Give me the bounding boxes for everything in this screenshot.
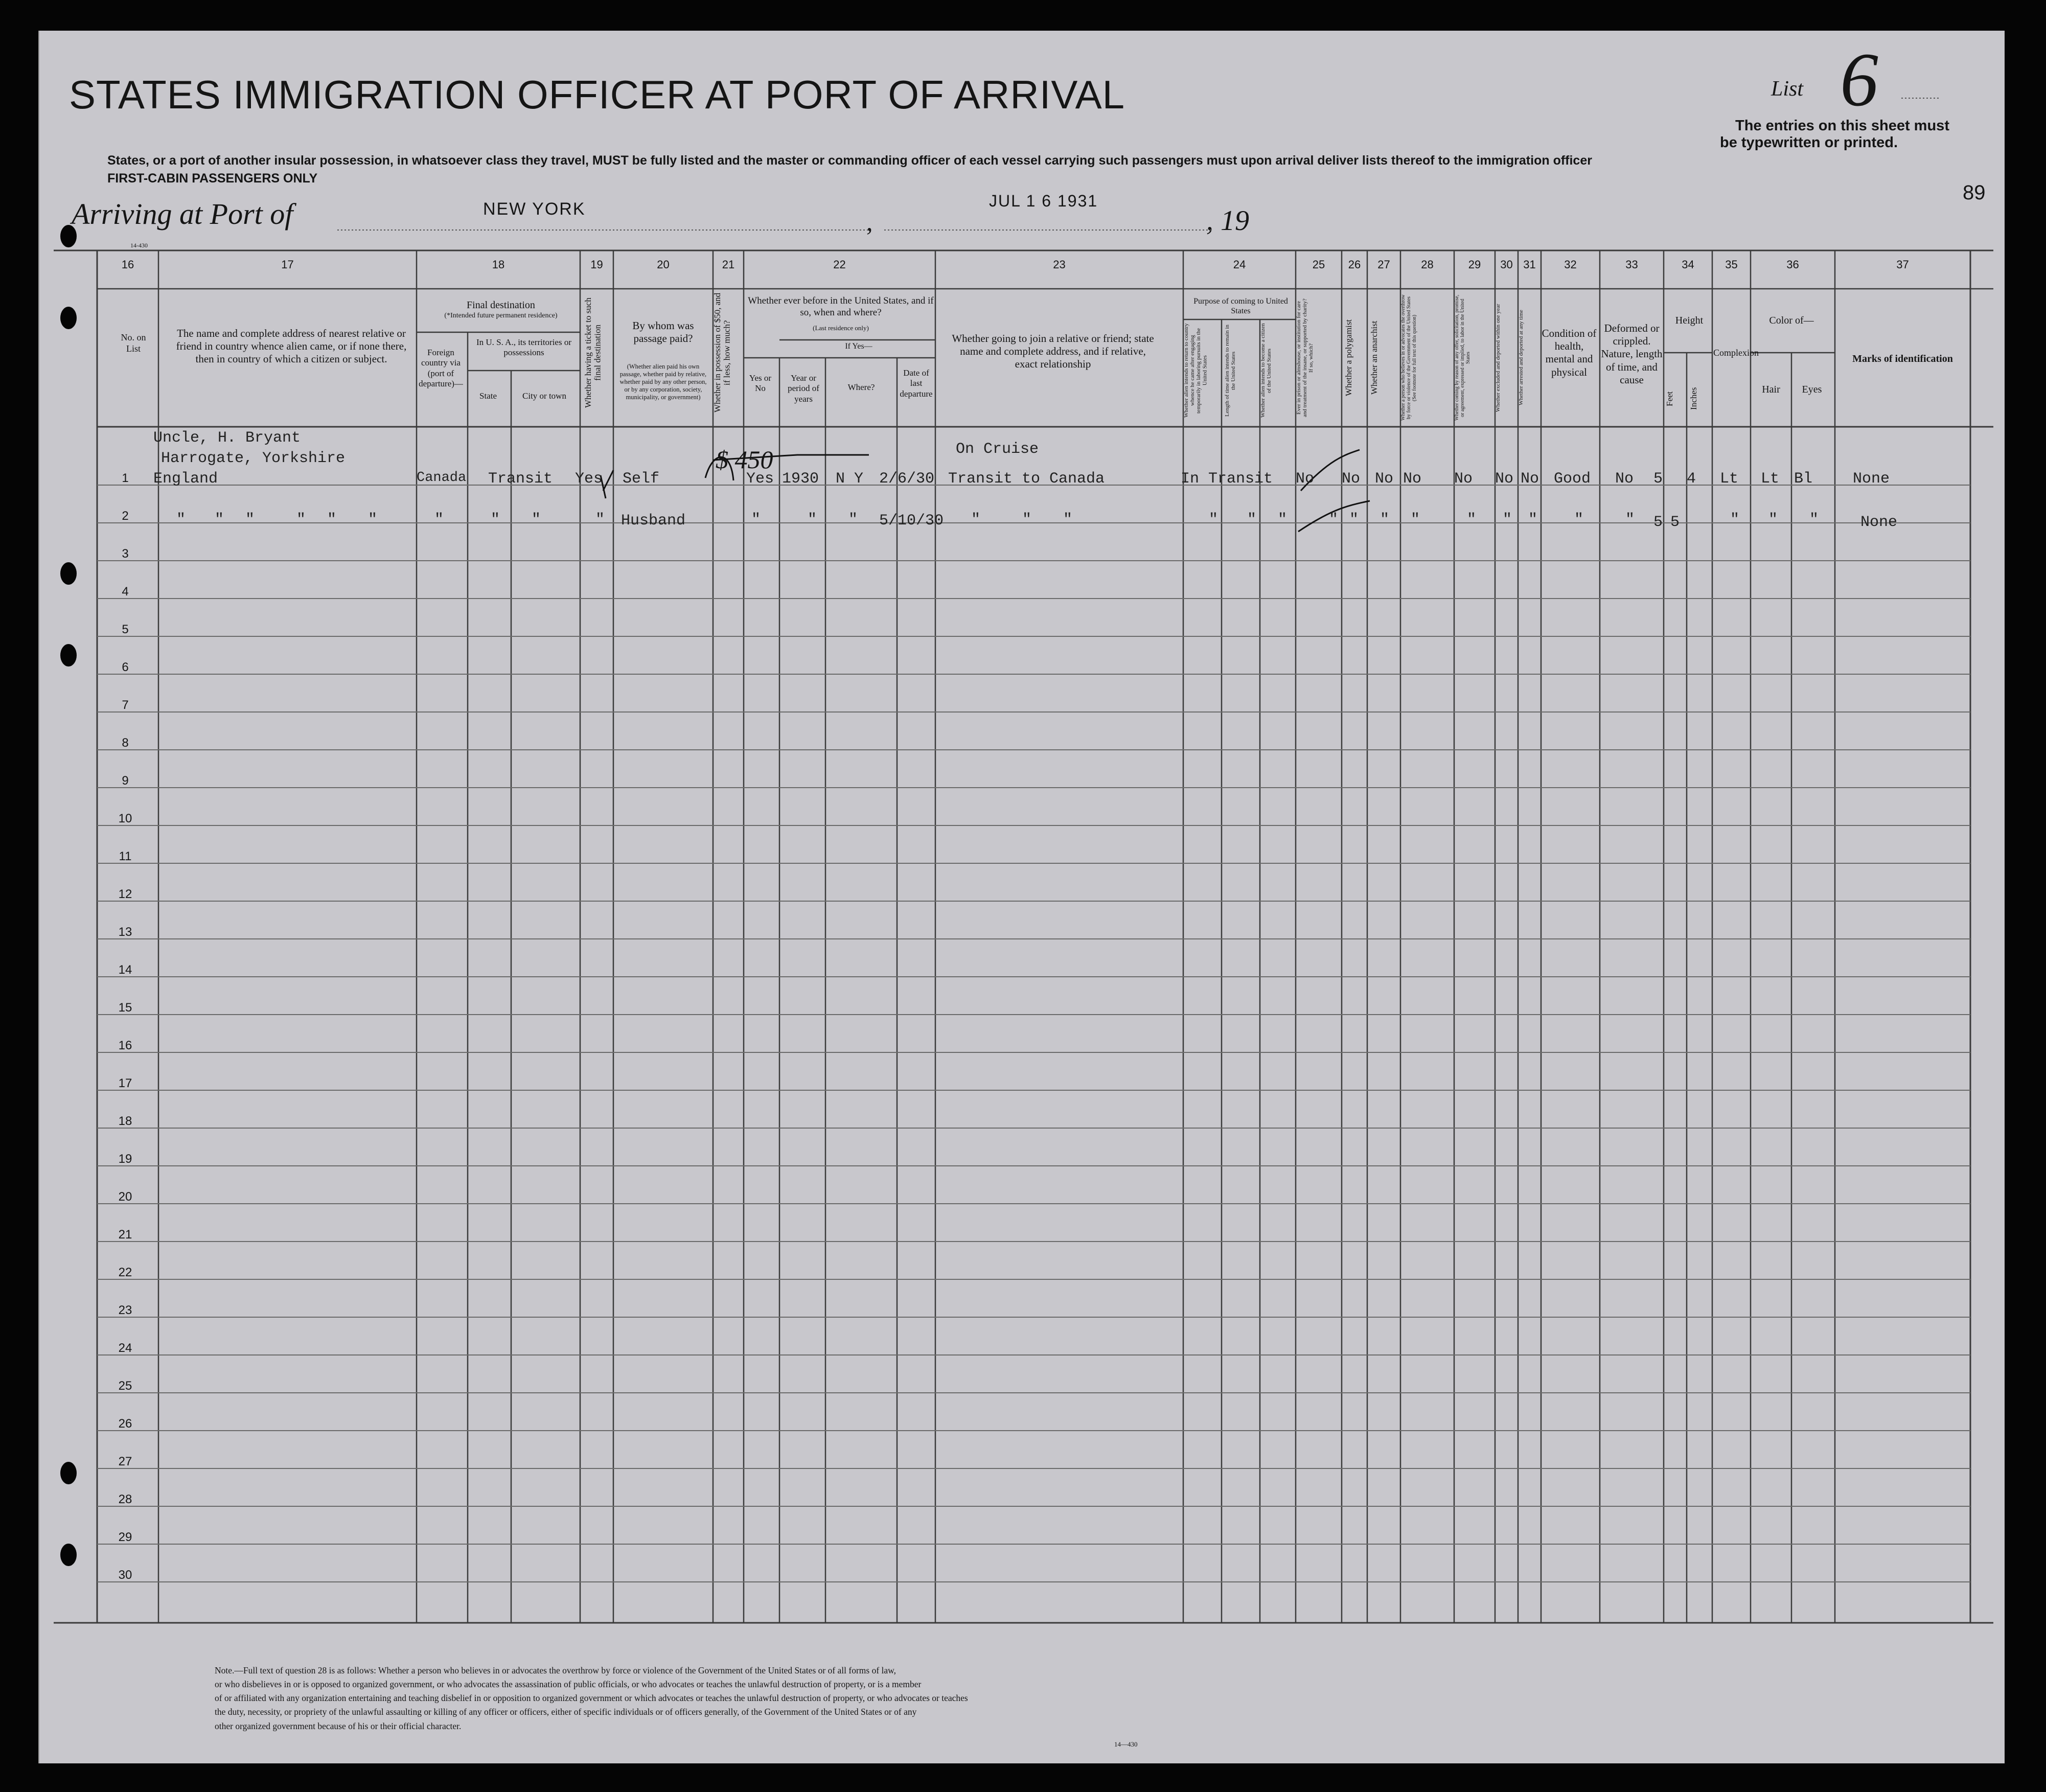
r1-c28: No xyxy=(1403,470,1422,488)
ditto-mark: " xyxy=(971,511,981,529)
row-number: 23 xyxy=(118,1303,132,1317)
ditto-mark: " xyxy=(215,511,224,529)
row-number: 22 xyxy=(118,1266,132,1279)
relative-address: Harrogate, Yorkshire xyxy=(161,450,346,467)
ditto-mark: " xyxy=(296,511,306,529)
ditto-mark: " xyxy=(1209,511,1219,529)
row-number: 6 xyxy=(122,660,129,674)
r2-feet: 5 xyxy=(1653,514,1663,531)
column-number: 29 xyxy=(1468,258,1481,271)
column-number: 23 xyxy=(1053,258,1066,271)
r1-money: $ 450 xyxy=(716,445,773,474)
row-number: 13 xyxy=(118,925,132,939)
row-number: 16 xyxy=(118,1039,132,1052)
ditto-mark: " xyxy=(1809,511,1819,529)
list-note-2: be typewritten or printed. xyxy=(1720,134,1898,151)
col36-eyes: Eyes xyxy=(1802,384,1822,395)
ditto-mark: " xyxy=(245,511,255,529)
ditto-mark: " xyxy=(751,511,761,529)
ditto-mark: " xyxy=(1411,511,1420,529)
col31-header: Whether arrested and deported at any time xyxy=(1518,310,1524,406)
col22-date: Date of last departure xyxy=(900,368,933,399)
column-number: 19 xyxy=(590,258,603,271)
col19-header: Whether having a ticket to such final destination xyxy=(583,297,603,408)
row-number: 30 xyxy=(118,1568,132,1582)
col36-header: Color of— xyxy=(1769,315,1814,326)
col29-header: Whether coming by reason of any offer, solicitation, promise, or agreement, expressed or implied, to labor in the United States xyxy=(1454,294,1471,421)
column-number: 21 xyxy=(722,258,735,271)
row-number: 1 xyxy=(122,471,129,485)
ditto-mark: " xyxy=(808,511,817,529)
ditto-mark: " xyxy=(176,511,186,529)
ditto-mark: " xyxy=(595,511,605,529)
col23-header: Whether going to join a relative or friend; state name and complete address, and if relative, exact relationship xyxy=(952,332,1154,371)
r1-c27: No xyxy=(1375,470,1394,488)
r1-via: Canada xyxy=(417,470,467,486)
col22-ifyes: If Yes— xyxy=(845,342,872,351)
r1-health: Good xyxy=(1554,470,1591,488)
column-number: 32 xyxy=(1564,258,1577,271)
column-number: 20 xyxy=(657,258,670,271)
ditto-mark: " xyxy=(368,511,378,529)
ditto-mark: " xyxy=(1247,511,1257,529)
column-number: 34 xyxy=(1682,258,1694,271)
col20-note: (Whether alien paid his own passage, whether paid by relative, whether paid by any other person, or by any corporation, society, municipality, or government) xyxy=(619,363,707,401)
ditto-mark: " xyxy=(1625,511,1635,529)
col21-header: Whether in possession of $50, and if less, how much? xyxy=(712,292,732,413)
col22-yesno: Yes or No xyxy=(749,373,772,394)
col24-citizen: Whether alien intends to become a citizen of the United States xyxy=(1260,323,1273,418)
row-number: 25 xyxy=(118,1379,132,1393)
column-number: 17 xyxy=(281,258,294,271)
column-number: 27 xyxy=(1377,258,1390,271)
list-number: 6 xyxy=(1840,37,1878,122)
row-number: 20 xyxy=(118,1190,132,1204)
column-number: 24 xyxy=(1233,258,1246,271)
ditto-mark: " xyxy=(491,511,500,529)
r2-date: 5/10/30 xyxy=(879,512,944,530)
port-stamp: NEW YORK xyxy=(483,199,586,219)
ditto-mark: " xyxy=(1022,511,1032,529)
r2-paid: Husband xyxy=(621,512,686,530)
row-number: 26 xyxy=(118,1417,132,1431)
ditto-mark: " xyxy=(1329,511,1339,529)
col22-header: Whether ever before in the United States, and if so, when and where? xyxy=(748,295,934,318)
col32-header: Condition of health, mental and physical xyxy=(1542,327,1597,378)
r1-join: Transit to Canada xyxy=(948,470,1105,488)
ditto-mark: " xyxy=(327,511,337,529)
list-label: List xyxy=(1771,77,1804,101)
ditto-mark: " xyxy=(1349,511,1359,529)
ditto-mark: " xyxy=(1528,511,1538,529)
col34-header: Height xyxy=(1675,315,1704,326)
r1-c25: No xyxy=(1296,470,1315,488)
ditto-mark: " xyxy=(434,511,444,529)
relative-name: Uncle, H. Bryant xyxy=(153,429,301,447)
r1-hair: Lt xyxy=(1761,470,1780,488)
column-number: 18 xyxy=(492,258,505,271)
ditto-mark: " xyxy=(532,511,541,529)
col30-header: Whether excluded and deported within one year xyxy=(1495,304,1501,412)
col18-city: City or town xyxy=(522,391,566,401)
year-prefix: , 19 xyxy=(1206,205,1249,237)
col22-where: Where? xyxy=(847,382,875,392)
r1-c31: No xyxy=(1521,470,1539,488)
row-number: 27 xyxy=(118,1455,132,1468)
col33-header: Deformed or crippled. Nature, length of time, and cause xyxy=(1601,322,1663,386)
arriving-label: Arriving at Port of xyxy=(72,197,293,231)
r1-ticket: Yes xyxy=(575,470,603,488)
footer-code: 14—430 xyxy=(1114,1740,1138,1748)
row-number: 8 xyxy=(122,736,129,750)
row-number: 11 xyxy=(119,849,132,863)
column-number: 26 xyxy=(1348,258,1361,271)
form-code: 14-430 xyxy=(130,242,148,249)
col36-hair: Hair xyxy=(1762,384,1780,395)
row-number: 14 xyxy=(118,963,132,977)
ditto-mark: " xyxy=(1063,511,1073,529)
footnote: Note.—Full text of question 28 is as follows: Whether a person who believes in or advocates the overthrow by force or violence of the Government of the United States or of all forms of law, or who disbelieves in or is opposed to organized government, or who advocates the assassination of public officials, or who advocates or teaches the unlawful destruction of property, or is a member of or affiliated with any organization entertaining and teaching disbelief in or opposition to organized government or which advocates or teaches the unlawful destruction of property, or who advocates or teaches the duty, necessity, or propriety of the unlawful assaulting or killing of any officer or officers, either of specific individuals or of officers generally, of the Government of the United States or of any other organized government because of his or their official character. xyxy=(215,1665,968,1731)
row-number: 3 xyxy=(122,547,129,561)
ditto-mark: " xyxy=(1467,511,1477,529)
r1-feet: 5 xyxy=(1653,470,1663,488)
r1-inches: 4 xyxy=(1687,470,1696,488)
col34-inches: Inches xyxy=(1689,387,1698,410)
r1-marks: None xyxy=(1853,470,1890,488)
page-number: 89 xyxy=(1963,181,1986,204)
comma: , xyxy=(866,208,873,236)
ditto-mark: " xyxy=(848,511,858,529)
row-number: 5 xyxy=(122,623,129,636)
ditto-mark: " xyxy=(1278,511,1288,529)
r1-year: 1930 xyxy=(782,470,819,488)
row-number: 12 xyxy=(118,887,132,901)
r1-state: Transit xyxy=(488,470,553,488)
column-number: 22 xyxy=(833,258,846,271)
ditto-mark: " xyxy=(1574,511,1584,529)
relative-country: England xyxy=(153,470,218,488)
r2-inches: 5 xyxy=(1670,514,1680,531)
row-number: 15 xyxy=(118,1001,132,1015)
col18-note: (*Intended future permanent residence) xyxy=(444,312,558,319)
r1-c26: No xyxy=(1342,470,1361,488)
column-number: 36 xyxy=(1786,258,1799,271)
r1-complexion: Lt xyxy=(1720,470,1739,488)
r1-eyes: Bl xyxy=(1794,470,1813,488)
column-number: 25 xyxy=(1312,258,1325,271)
column-number: 33 xyxy=(1625,258,1638,271)
column-number: 31 xyxy=(1523,258,1536,271)
col18-header: Final destination xyxy=(467,300,535,311)
col20-header: By whom was passage paid? xyxy=(632,319,694,345)
row-number: 2 xyxy=(122,509,129,523)
col16-header: No. on List xyxy=(121,332,146,354)
r1-where: N Y xyxy=(836,470,864,488)
row-number: 19 xyxy=(118,1152,132,1166)
row-number: 9 xyxy=(122,774,129,788)
col25-header: Ever in prison or almshouse, or institution for care and treatment of the insane, or supported by charity? If so, which? xyxy=(1296,298,1315,417)
r1-purpose: In Transit xyxy=(1181,470,1273,488)
ditto-mark: " xyxy=(1730,511,1740,529)
row-number: 24 xyxy=(118,1341,132,1355)
row-number: 21 xyxy=(118,1228,132,1242)
col17-header: The name and complete address of nearest relative or friend in country whence alien came, or if none there, then in country of which a citizen or subject. xyxy=(176,327,407,365)
list-note-1: The entries on this sheet must xyxy=(1735,118,1949,134)
date-stamp: JUL 1 6 1931 xyxy=(989,192,1098,210)
col24-length: Length of time alien intends to remain in the United States xyxy=(1224,325,1237,417)
row-number: 28 xyxy=(118,1492,132,1506)
r1-c29: No xyxy=(1454,470,1473,488)
subtitle-class: FIRST-CABIN PASSENGERS ONLY xyxy=(107,171,318,186)
col26-header: Whether a polygamist xyxy=(1344,319,1353,397)
row-number: 7 xyxy=(122,698,129,712)
column-number: 35 xyxy=(1725,258,1738,271)
r1-c30: No xyxy=(1495,470,1514,488)
r1-join-above: On Cruise xyxy=(956,441,1039,458)
column-number: 30 xyxy=(1500,258,1513,271)
ditto-mark: " xyxy=(1380,511,1390,529)
row-number: 18 xyxy=(118,1114,132,1128)
r1-before: Yes xyxy=(746,470,774,488)
col18-state: State xyxy=(479,391,497,401)
r1-deformed: No xyxy=(1615,470,1634,488)
col27-header: Whether an anarchist xyxy=(1369,320,1379,395)
row-number: 17 xyxy=(118,1076,132,1090)
page-title: STATES IMMIGRATION OFFICER AT PORT OF ARRIVAL xyxy=(69,72,1125,117)
col37-header: Marks of identification xyxy=(1852,353,1953,364)
column-number: 28 xyxy=(1421,258,1434,271)
col22-note: (Last residence only) xyxy=(813,324,869,332)
r2-marks: None xyxy=(1860,514,1898,531)
ditto-mark: " xyxy=(1503,511,1512,529)
column-number: 37 xyxy=(1896,258,1909,271)
col24-return: Whether alien intends to return to country whence he came after engaging temporarily in laboring pursuits in the United States xyxy=(1183,323,1208,418)
col22-years: Year or period of years xyxy=(788,373,819,404)
r1-paid: Self xyxy=(623,470,660,488)
r1-date: 2/6/30 xyxy=(879,470,935,488)
col18-foreign: Foreign country via (port of departure)— xyxy=(419,348,463,389)
col34-feet: Feet xyxy=(1665,391,1674,406)
row-number: 4 xyxy=(122,585,129,599)
row-number: 29 xyxy=(118,1530,132,1544)
ditto-mark: " xyxy=(1768,511,1778,529)
col18-usa: In U. S. A., its territories or possessions xyxy=(476,337,572,358)
row-number: 10 xyxy=(118,812,132,825)
col28-header: Whether a person who believes in or advocates the overthrow by force or violence of the Government of the United States (See footnote for full text of this question) xyxy=(1400,294,1417,421)
col24-header: Purpose of coming to United States xyxy=(1193,297,1288,316)
subtitle-line: States, or a port of another insular possession, in whatsoever class they travel, MUST be fully listed and the master or commanding officer of each vessel carrying such passengers must upon arrival deliver lists thereof to the immigration officer xyxy=(107,153,1592,168)
column-number: 16 xyxy=(121,258,134,271)
col35-header: Complexion xyxy=(1713,348,1759,358)
